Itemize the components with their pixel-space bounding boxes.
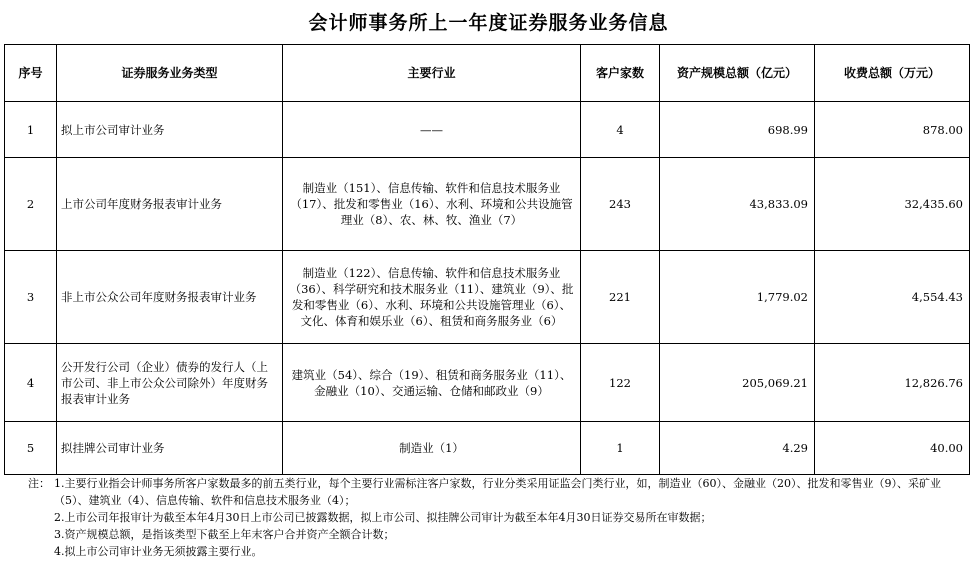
cell-client-count: 221 <box>581 251 660 344</box>
cell-total-assets: 43,833.09 <box>660 158 815 251</box>
cell-main-industry: 制造业（151）、信息传输、软件和信息技术服务业（17）、批发和零售业（16）、水利、环境和公共设施管理业（8）、农、林、牧、渔业（7） <box>283 158 581 251</box>
cell-service-type: 拟上市公司审计业务 <box>57 102 283 158</box>
cell-total-fees: 40.00 <box>815 422 970 475</box>
header-total-fees: 收费总额（万元） <box>815 45 970 102</box>
footnotes-label: 注： <box>28 477 50 490</box>
cell-seq: 3 <box>5 251 57 344</box>
cell-service-type: 非上市公众公司年度财务报表审计业务 <box>57 251 283 344</box>
cell-total-fees: 32,435.60 <box>815 158 970 251</box>
cell-seq: 1 <box>5 102 57 158</box>
table-row <box>5 158 970 251</box>
cell-main-industry: 制造业（122）、信息传输、软件和信息技术服务业（36）、科学研究和技术服务业（11）、建筑业（9）、批发和零售业（6）、水利、环境和公共设施管理业（6）、文化、体育和娱乐业（6）、租赁和商务服务业（6） <box>283 251 581 344</box>
cell-main-industry: 建筑业（54）、综合（19）、租赁和商务服务业（11）、金融业（10）、交通运输、仓储和邮政业（9） <box>283 344 581 422</box>
cell-total-fees: 878.00 <box>815 102 970 158</box>
cell-service-type: 公开发行公司（企业）债券的发行人（上市公司、非上市公众公司除外）年度财务报表审计业务 <box>57 344 283 422</box>
cell-main-industry: —— <box>283 102 581 158</box>
cell-client-count: 1 <box>581 422 660 475</box>
cell-seq: 4 <box>5 344 57 422</box>
cell-total-assets: 698.99 <box>660 102 815 158</box>
cell-seq: 2 <box>5 158 57 251</box>
cell-client-count: 4 <box>581 102 660 158</box>
cell-seq: 5 <box>5 422 57 475</box>
table-row <box>5 344 970 422</box>
cell-client-count: 122 <box>581 344 660 422</box>
table-header-row <box>5 45 970 102</box>
footnote-item: 3.资产规模总额，是指该类型下截至上年末客户合并资产全额合计数； <box>54 528 395 541</box>
footnote-item: 1.主要行业指会计师事务所客户家数最多的前五类行业，每个主要行业需标注客户家数，行业分类采用证监会门类行业，如，制造业（60）、金融业（20）、批发和零售业（9）、采矿业（5）、建筑业（4）、信息传输、软件和信息技术服务业（4）； <box>54 477 941 507</box>
securities-service-table <box>4 44 970 475</box>
footnotes-body <box>54 475 968 560</box>
cell-client-count: 243 <box>581 158 660 251</box>
footnotes <box>28 475 968 560</box>
header-service-type: 证券服务业务类型 <box>57 45 283 102</box>
cell-main-industry: 制造业（1） <box>283 422 581 475</box>
cell-total-fees: 4,554.43 <box>815 251 970 344</box>
cell-service-type: 拟挂牌公司审计业务 <box>57 422 283 475</box>
page-title: 会计师事务所上一年度证券服务业务信息 <box>308 12 669 34</box>
cell-total-assets: 205,069.21 <box>660 344 815 422</box>
cell-total-assets: 1,779.02 <box>660 251 815 344</box>
footnote-item: 2.上市公司年报审计为截至本年4月30日上市公司已披露数据，拟上市公司、拟挂牌公司审计为截至本年4月30日证券交易所在审数据； <box>54 511 712 524</box>
header-seq: 序号 <box>5 45 57 102</box>
table-row <box>5 251 970 344</box>
header-main-industry: 主要行业 <box>283 45 581 102</box>
cell-total-fees: 12,826.76 <box>815 344 970 422</box>
header-client-count: 客户家数 <box>581 45 660 102</box>
header-total-assets: 资产规模总额（亿元） <box>660 45 815 102</box>
footnote-item: 4.拟上市公司审计业务无须披露主要行业。 <box>54 545 263 558</box>
cell-total-assets: 4.29 <box>660 422 815 475</box>
table-row <box>5 422 970 475</box>
cell-service-type: 上市公司年度财务报表审计业务 <box>57 158 283 251</box>
table-row <box>5 102 970 158</box>
